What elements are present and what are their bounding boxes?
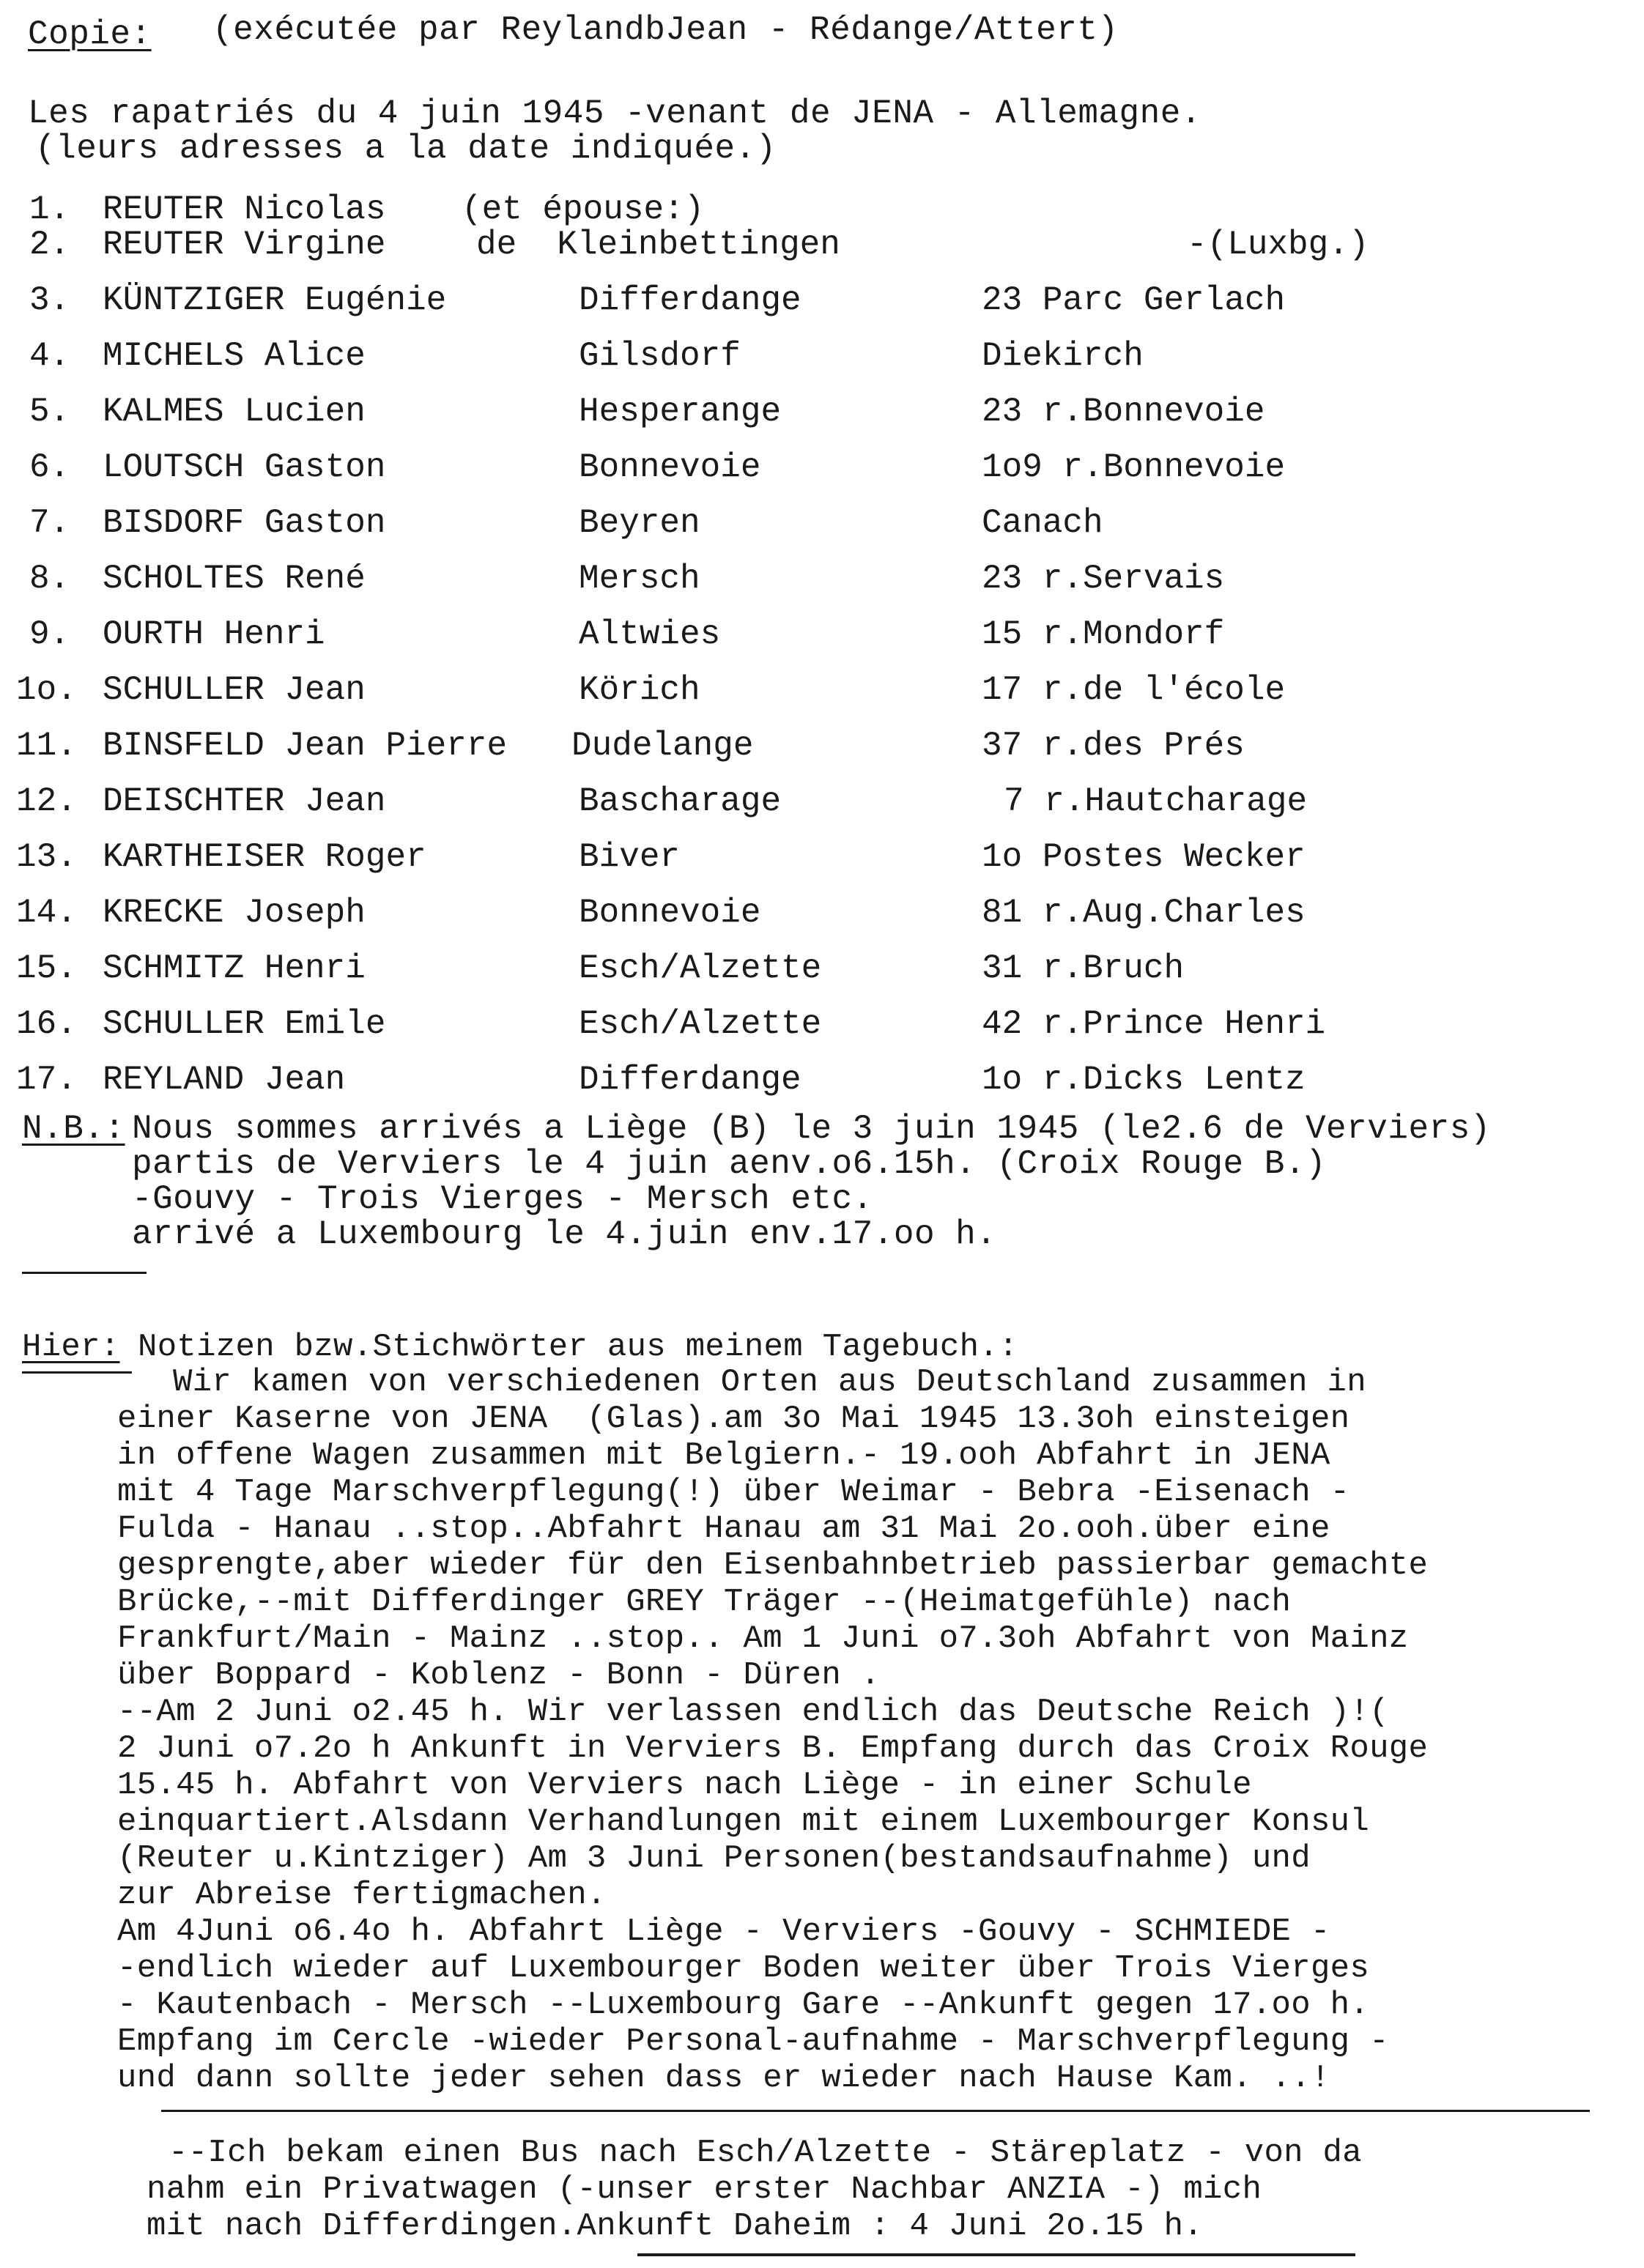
diary-line: Am 4Juni o6.4o h. Abfahrt Liège - Verviers -Gouvy - SCHMIEDE -	[117, 1913, 1330, 1950]
person-row	[0, 503, 1644, 544]
person-address: 15 r.Mondorf	[982, 615, 1225, 653]
person-row	[0, 391, 1644, 432]
person-address: Canach	[982, 504, 1103, 542]
diary-intro: Notizen bzw.Stichwörter aus meinem Tagebuch.:	[138, 1329, 1018, 1365]
person-row	[0, 837, 1644, 878]
person-locality: Körich	[579, 671, 700, 709]
person-number: 1o.	[16, 671, 77, 709]
person-name: KÜNTZIGER Eugénie	[103, 281, 447, 319]
person-name: SCHULLER Emile	[103, 1005, 386, 1043]
person-locality: Biver	[579, 838, 681, 876]
person-number: 11.	[16, 727, 77, 765]
nb-line-1: Nous sommes arrivés a Liège (B) le 3 juin 1945 (le2.6 de Verviers)	[132, 1110, 1491, 1148]
person-row	[0, 558, 1644, 599]
person-number: 5.	[29, 393, 70, 431]
person-name: BINSFELD Jean Pierre	[103, 727, 508, 765]
person-locality: Altwies	[579, 615, 721, 653]
diary-line: und dann sollte jeder sehen dass er wieder nach Hause Kam. ..!	[117, 2060, 1330, 2097]
person-name: KARTHEISER Roger	[103, 838, 426, 876]
person-locality: Differdange	[579, 281, 801, 319]
person-address: -(Luxbg.)	[1187, 226, 1369, 264]
diary-line: Empfang im Cercle -wieder Personal-aufnahme - Marschverpflegung -	[117, 2023, 1389, 2060]
person-name: REUTER Nicolas	[103, 190, 386, 229]
person-address: 23 r.Servais	[982, 560, 1225, 598]
nb-line-4: arrivé a Luxembourg le 4.juin env.17.oo h.	[132, 1215, 997, 1253]
diary-line: -endlich wieder auf Luxembourger Boden weiter über Trois Vierges	[117, 1950, 1370, 1987]
copy-note: (exécutée par ReylandbJean - Rédange/Attert)	[212, 11, 1119, 49]
person-row	[0, 614, 1644, 655]
diary-line: einquartiert.Alsdann Verhandlungen mit einem Luxembourger Konsul	[117, 1804, 1370, 1840]
diary-label: Hier:	[22, 1329, 120, 1365]
person-number: 14.	[16, 894, 77, 932]
person-address: Diekirch	[982, 337, 1144, 375]
diary-label-rule	[22, 1371, 132, 1374]
person-row	[0, 1059, 1644, 1100]
divider-rule	[22, 1272, 147, 1274]
diary-line: mit 4 Tage Marschverpflegung(!) über Weimar - Bebra -Eisenach -	[117, 1474, 1350, 1511]
diary-line: 2 Juni o7.2o h Ankunft in Verviers B. Empfang durch das Croix Rouge	[117, 1730, 1429, 1767]
person-name: REYLAND Jean	[103, 1061, 346, 1099]
person-number: 8.	[29, 560, 70, 598]
person-number: 16.	[16, 1005, 77, 1043]
person-row	[0, 781, 1644, 822]
person-locality: de Kleinbettingen	[476, 226, 840, 264]
diary-line: Fulda - Hanau ..stop..Abfahrt Hanau am 31 Mai 2o.ooh.über eine	[117, 1511, 1330, 1547]
person-address: 1o r.Dicks Lentz	[982, 1061, 1306, 1099]
person-locality: Hesperange	[579, 393, 782, 431]
person-name: REUTER Virgine	[103, 226, 386, 264]
nb-label: N.B.:	[22, 1110, 125, 1148]
person-locality: Mersch	[579, 560, 700, 598]
person-row	[0, 892, 1644, 933]
person-locality: Dudelange	[571, 727, 754, 765]
diary-line: (Reuter u.Kintziger) Am 3 Juni Personen(bestandsaufnahme) und	[117, 1840, 1311, 1877]
person-number: 17.	[16, 1061, 77, 1099]
person-locality: Bascharage	[579, 782, 782, 820]
person-locality: Gilsdorf	[579, 337, 741, 375]
person-address: 23 Parc Gerlach	[982, 281, 1286, 319]
person-row	[0, 336, 1644, 377]
person-name: SCHULLER Jean	[103, 671, 366, 709]
final-line-3: mit nach Differdingen.Ankunft Daheim : 4 Juni 2o.15 h.	[147, 2208, 1204, 2245]
person-number: 3.	[29, 281, 70, 319]
person-address: 42 r.Prince Henri	[982, 1005, 1326, 1043]
diary-line: 15.45 h. Abfahrt von Verviers nach Liège - in einer Schule	[117, 1767, 1252, 1804]
person-locality: Beyren	[579, 504, 700, 542]
person-locality: Bonnevoie	[579, 448, 761, 486]
person-row	[0, 670, 1644, 711]
copy-label: Copie:	[28, 15, 152, 53]
person-address: 1o Postes Wecker	[982, 838, 1306, 876]
person-number: 6.	[29, 448, 70, 486]
person-address: 17 r.de l'école	[982, 671, 1286, 709]
nb-line-2: partis de Verviers le 4 juin aenv.o6.15h. (Croix Rouge B.)	[132, 1145, 1327, 1183]
final-line-2: nahm ein Privatwagen (-unser erster Nachbar ANZIA -) mich	[147, 2171, 1262, 2208]
section-rule	[161, 2110, 1590, 2112]
person-name: MICHELS Alice	[103, 337, 366, 375]
person-number: 9.	[29, 615, 70, 653]
person-name: KALMES Lucien	[103, 393, 366, 431]
person-address: 1o9 r.Bonnevoie	[982, 448, 1286, 486]
diary-line: --Am 2 Juni o2.45 h. Wir verlassen endlich das Deutsche Reich )!(	[117, 1694, 1389, 1730]
person-number: 13.	[16, 838, 77, 876]
person-row	[0, 224, 1644, 265]
diary-line: Brücke,--mit Differdinger GREY Träger --(Heimatgefühle) nach	[117, 1584, 1292, 1620]
diary-line: gesprengte,aber wieder für den Eisenbahnbetrieb passierbar gemachte	[117, 1547, 1429, 1584]
diary-line: Frankfurt/Main - Mainz ..stop.. Am 1 Juni o7.3oh Abfahrt von Mainz	[117, 1620, 1409, 1657]
person-row	[0, 1004, 1644, 1045]
person-name: LOUTSCH Gaston	[103, 448, 386, 486]
person-name: KRECKE Joseph	[103, 894, 366, 932]
person-row	[0, 447, 1644, 488]
diary-line: in offene Wagen zusammen mit Belgiern.- 19.ooh Abfahrt in JENA	[117, 1437, 1330, 1474]
person-row	[0, 725, 1644, 766]
person-number: 2.	[29, 226, 70, 264]
person-row	[0, 280, 1644, 321]
person-name: DEISCHTER Jean	[103, 782, 386, 820]
person-name: SCHMITZ Henri	[103, 949, 366, 987]
person-locality: Esch/Alzette	[579, 949, 822, 987]
person-name: OURTH Henri	[103, 615, 325, 653]
diary-line: zur Abreise fertigmachen.	[117, 1877, 607, 1913]
person-address: 23 r.Bonnevoie	[982, 393, 1265, 431]
title-line-2: (leurs adresses a la date indiquée.)	[35, 130, 777, 168]
person-number: 7.	[29, 504, 70, 542]
diary-line: über Boppard - Koblenz - Bonn - Düren .	[117, 1657, 881, 1694]
title-line-1: Les rapatriés du 4 juin 1945 -venant de JENA - Allemagne.	[28, 94, 1201, 133]
person-number: 4.	[29, 337, 70, 375]
person-address: 31 r.Bruch	[982, 949, 1185, 987]
person-locality: Bonnevoie	[579, 894, 761, 932]
person-number: 1.	[29, 190, 70, 229]
diary-line: Wir kamen von verschiedenen Orten aus Deutschland zusammen in	[173, 1364, 1366, 1401]
person-row	[0, 948, 1644, 989]
person-address: 37 r.des Prés	[982, 727, 1245, 765]
nb-line-3: -Gouvy - Trois Vierges - Mersch etc.	[132, 1180, 873, 1218]
person-name: SCHOLTES René	[103, 560, 366, 598]
final-line-1: --Ich bekam einen Bus nach Esch/Alzette - Stäreplatz - von da	[169, 2135, 1362, 2171]
person-locality: Esch/Alzette	[579, 1005, 822, 1043]
person-locality: Differdange	[579, 1061, 801, 1099]
diary-line: einer Kaserne von JENA (Glas).am 3o Mai 1945 13.3oh einsteigen	[117, 1401, 1350, 1437]
person-number: 15.	[16, 949, 77, 987]
person-locality: (et épouse:)	[462, 190, 705, 229]
diary-line: - Kautenbach - Mersch --Luxembourg Gare --Ankunft gegen 17.oo h.	[117, 1987, 1370, 2023]
closing-rule	[637, 2253, 1355, 2256]
person-address: 7 r.Hautcharage	[1004, 782, 1308, 820]
person-name: BISDORF Gaston	[103, 504, 386, 542]
person-address: 81 r.Aug.Charles	[982, 894, 1306, 932]
person-number: 12.	[16, 782, 77, 820]
